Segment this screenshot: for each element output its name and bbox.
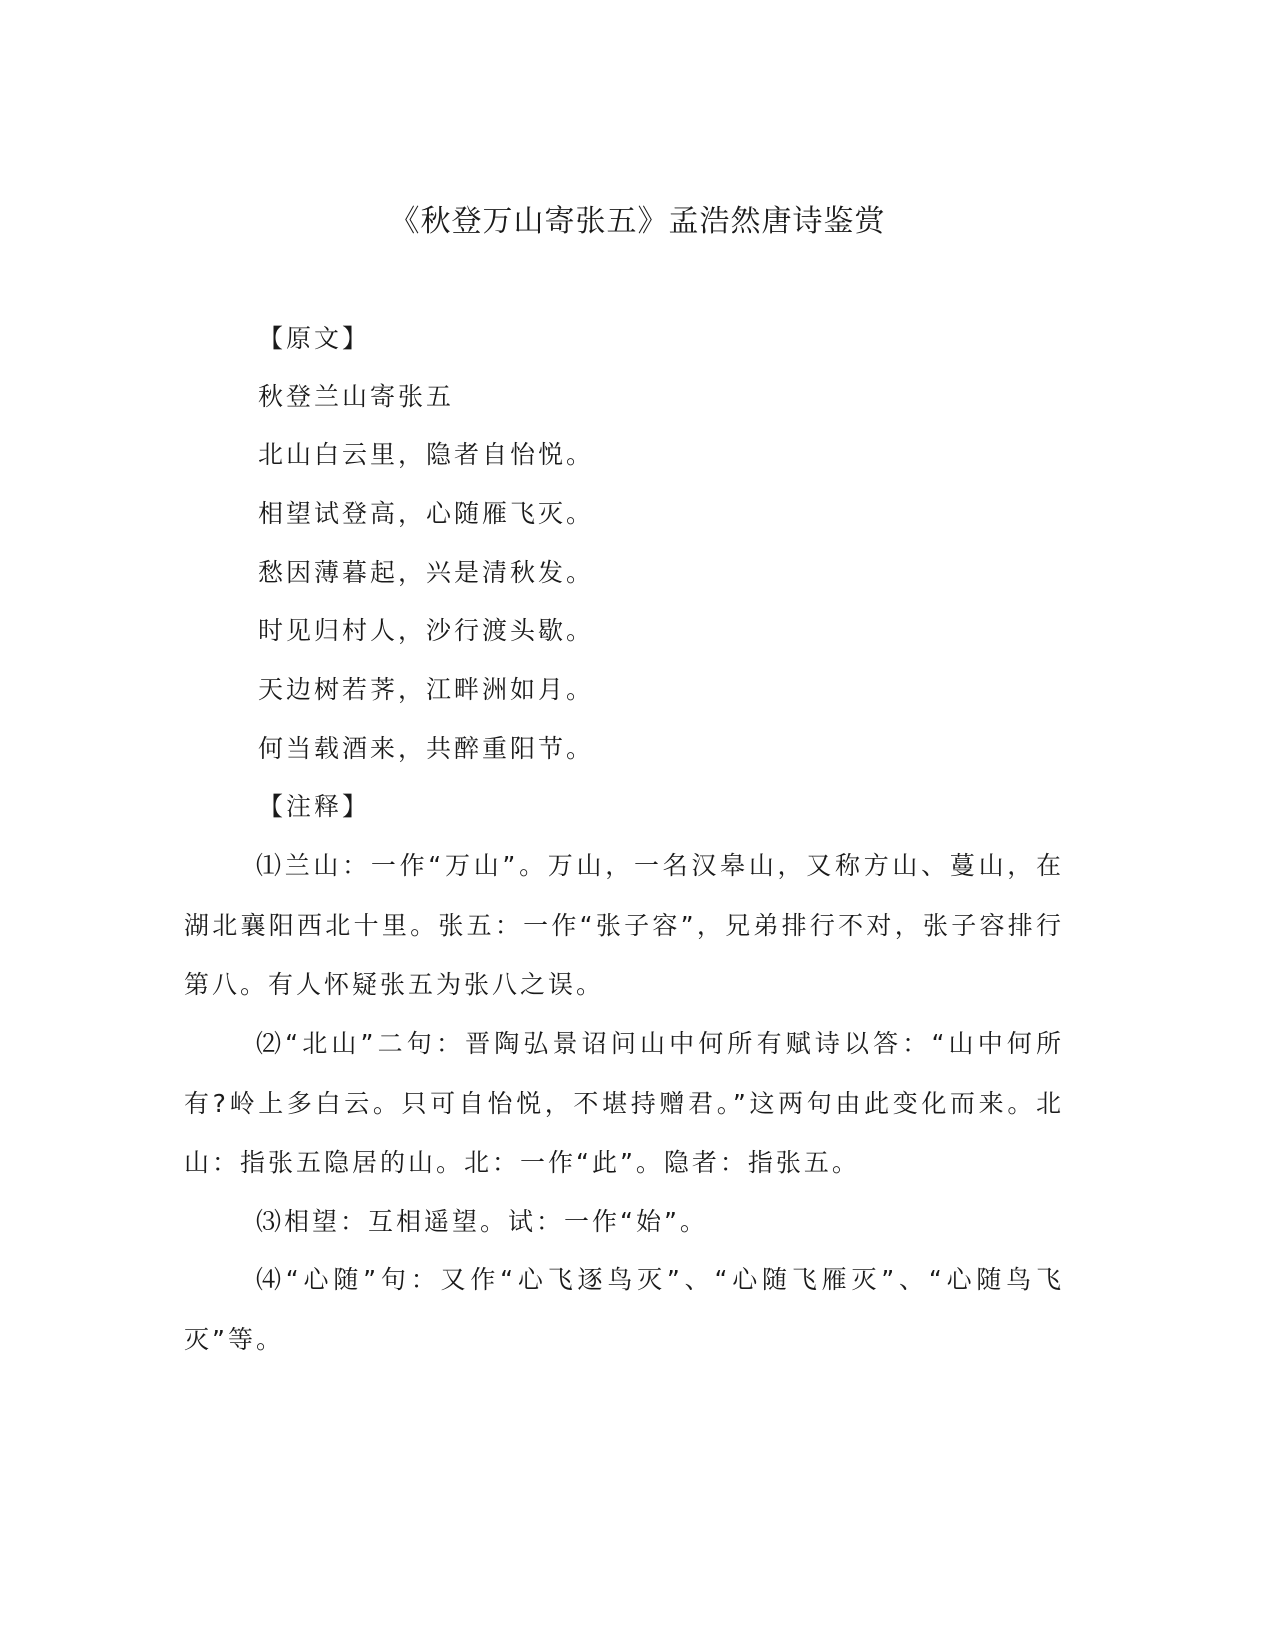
document-title: 《秋登万山寄张五》孟浩然唐诗鉴赏: [389, 204, 886, 239]
note-paragraph: ⑵“北山”二句：晋陶弘景诏问山中何所有赋诗以答：“山中何所有?岭上多白云。只可自怡悦，不堪持赠君。”这两句由此变化而来。北山：指张五隐居的山。北：一作“此”。隐者：指张五。: [184, 1029, 1064, 1177]
note-paragraph: ⑴兰山：一作“万山”。万山，一名汉皋山，又称方山、蔓山，在湖北襄阳西北十里。张五：一作“张子容”，兄弟排行不对，张子容排行第八。有人怀疑张五为张八之误。: [184, 851, 1064, 999]
note-paragraph: ⑶相望：互相遥望。试：一作“始”。: [256, 1207, 708, 1236]
note-paragraph: ⑷“心随”句：又作“心飞逐鸟灭”、“心随飞雁灭”、“心随鸟飞灭”等。: [184, 1265, 1064, 1354]
poem-line: 相望试登高，心随雁飞灭。: [258, 499, 595, 528]
poem-line: 北山白云里，隐者自怡悦。: [258, 440, 595, 469]
poem-line: 愁因薄暮起，兴是清秋发。: [258, 558, 595, 587]
poem-line: 天边树若荠，江畔洲如月。: [258, 675, 595, 704]
section-heading-notes: 【注释】: [258, 792, 371, 821]
poem-line: 时见归村人，沙行渡头歇。: [258, 616, 595, 645]
section-heading-original: 【原文】: [258, 324, 371, 353]
poem-title: 秋登兰山寄张五: [258, 382, 455, 411]
poem-line: 何当载酒来，共醉重阳节。: [258, 734, 595, 763]
